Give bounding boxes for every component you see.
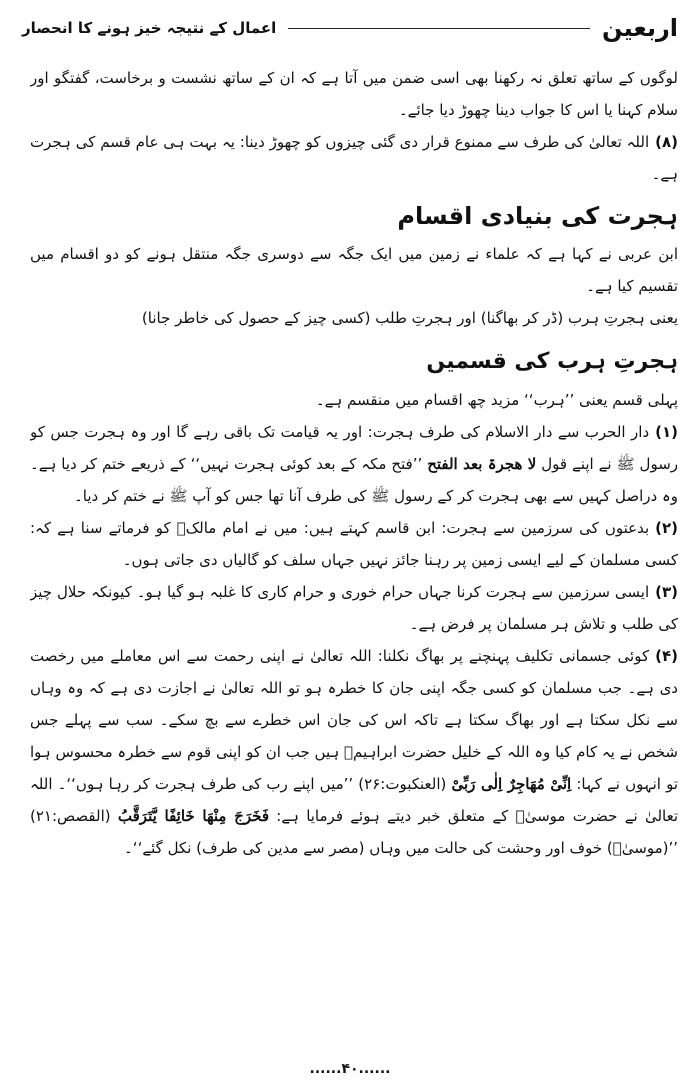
section2-intro: پہلی قسم یعنی ’’ہرب‘‘ مزید چھ اقسام میں منقسم ہے۔ (315, 391, 678, 409)
item-number: (۳) (655, 583, 678, 601)
section1-paragraph-2: یعنی ہجرتِ ہرب (ڈر کر بھاگنا) اور ہجرتِ طلب (کسی چیز کے حصول کی خاطر جانا) (141, 309, 678, 327)
item-text: ’’فتح مکہ کے بعد کوئی ہجرت نہیں‘‘ کے ذریعے ختم کر دیا ہے۔ وہ دراصل کہیں سے بھی ہجرت کر کے رسول ﷺ کی طرف آنا تھا جس کو آپ ﷺ نے ختم کر دیا۔ (30, 455, 678, 505)
header-rule (288, 28, 590, 29)
item-text: بدعتوں کی سرزمین سے ہجرت: ابن قاسم کہتے ہیں: میں نے امام مالکؒ کو فرماتے سنا ہے کہ: کسی مسلمان کے لیے ایسی زمین پر رہنا جائز نہیں جہاں سلف کو گالیاں دی جاتی ہوں۔ (30, 519, 678, 569)
page-body (30, 62, 678, 1037)
item-number: (۴) (655, 647, 678, 665)
page-number: ......۴۰...... (309, 1061, 391, 1077)
arabic-quote: اِنِّیْ مُھَاجِرٌ اِلٰی رَبِّیْ (451, 775, 572, 793)
item-text: (القصص:۲۱) ’’(موسیٰؑ) خوف اور وحشت کی حالت میں وہاں (مصر سے مدین کی طرف) نکل گئے‘‘۔ (30, 807, 678, 857)
arabic-quote: فَخَرَجَ مِنْھَا خَائِفًا یَّتَرَقَّبُ (117, 807, 269, 825)
book-title: اربعین (602, 14, 678, 42)
list-item-8 (30, 126, 678, 190)
item-number: (۱) (655, 423, 678, 441)
list-item-1 (30, 416, 678, 512)
item-text: کوئی جسمانی تکلیف پہنچنے پر بھاگ نکلنا: اللہ تعالیٰ نے اپنی رحمت سے اس معاملے میں رخصت دی ہے۔ جب مسلمان کو کسی جگہ اپنی جان کا خطرہ ہو تو اللہ تعالیٰ نے اجازت دی ہے کہ وہ وہاں سے نکل سکتا ہے اور بھاگ سکتا ہے تاکہ اس کی جان اس خطرے سے بچ سکے۔ سب سے پہلے جس شخص نے یہ کام کیا وہ اللہ کے خلیل حضرت ابراہیمؑ ہیں جب ان کو اپنی قوم سے خطرہ محسوس ہوا تو انہوں نے کہا: (30, 647, 678, 793)
section-heading-harb-types: ہجرتِ ہرب کی قسمیں (426, 349, 678, 374)
item-number: (۸) (655, 133, 678, 151)
running-header (22, 10, 678, 46)
item-number: (۲) (655, 519, 678, 537)
chapter-title: اعمال کے نتیجہ خیز ہونے کا انحصار (22, 19, 277, 37)
list-item-2 (30, 512, 678, 576)
list-item-3 (30, 576, 678, 640)
item-text: (العنکبوت:۲۶) ’’میں اپنے رب کی طرف ہجرت کر رہا ہوں‘‘۔ اللہ تعالیٰ نے حضرت موسیٰؑ کے متعلق خبر دیتے ہوئے فرمایا ہے: (30, 775, 678, 825)
item-text: ایسی سرزمین سے ہجرت کرنا جہاں حرام خوری و حرام کاری کا غلبہ ہو گیا ہو۔ کیونکہ حلال چیز کی طلب و تلاش ہر مسلمان پر فرض ہے۔ (30, 583, 678, 633)
section-heading-basic-types: ہجرت کی بنیادی اقسام (397, 202, 678, 230)
item-text: اللہ تعالیٰ کی طرف سے ممنوع قرار دی گئی چیزوں کو چھوڑ دینا: یہ بہت ہی عام قسم کی ہجرت ہے۔ (30, 133, 678, 183)
item-text: دار الحرب سے دار الاسلام کی طرف ہجرت: اور یہ قیامت تک باقی رہے گا اور وہ ہجرت جس کو رسول ﷺ نے اپنے قول (30, 423, 678, 473)
intro-paragraph: لوگوں کے ساتھ تعلق نہ رکھنا بھی اسی ضمن میں آتا ہے کہ ان کے ساتھ نشست و برخاست، گفتگو اور سلام کہنا یا اس کا جواب دینا چھوڑ دیا جائے۔ (30, 69, 678, 119)
arabic-quote: لا ھجرۃ بعد الفتح (427, 455, 537, 473)
list-item-4 (30, 640, 678, 864)
section1-paragraph-1: ابن عربی نے کہا ہے کہ علماء نے زمین میں ایک جگہ سے دوسری جگہ منتقل ہونے کو دو اقسام میں تقسیم کیا ہے۔ (30, 245, 678, 295)
